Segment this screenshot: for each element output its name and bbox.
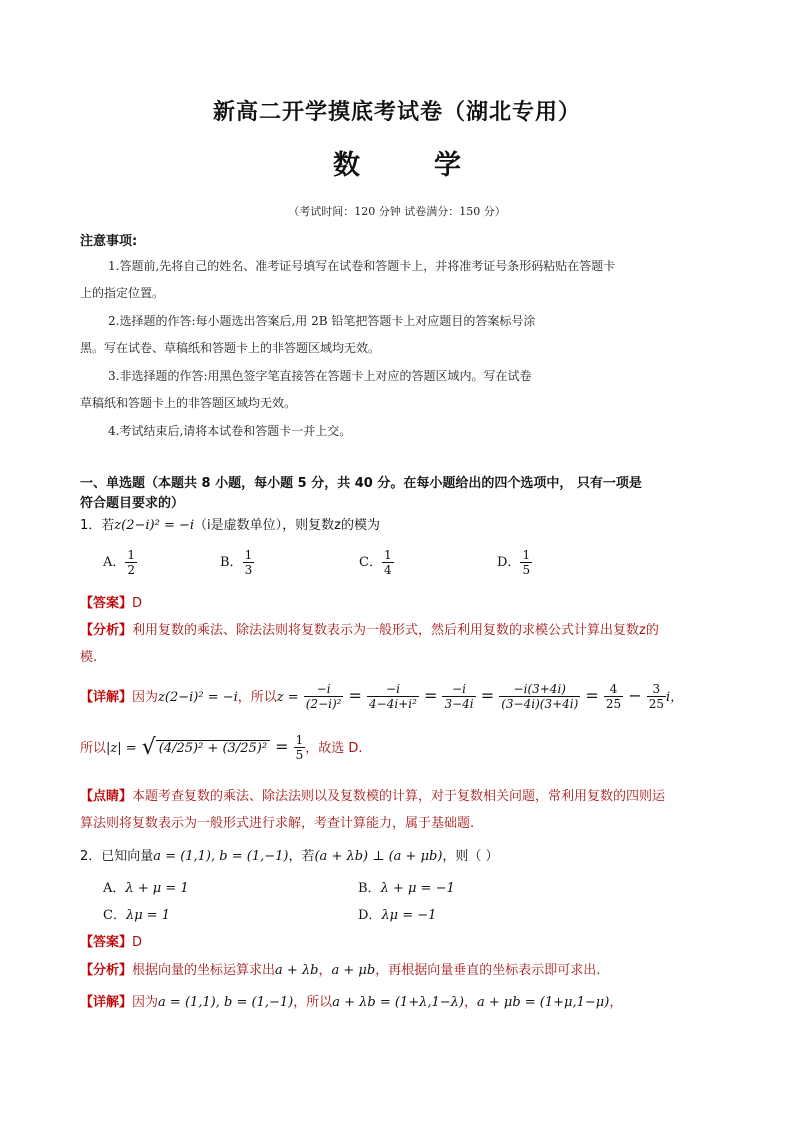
exam-title: 新高二开学摸底考试卷（湖北专用）	[212, 100, 581, 125]
q2-detail: 【详解】因为a = (1,1), b = (1,−1)，所以a + λb = (1+λ,1−λ)，a + μb = (1+μ,1−μ)，	[80, 995, 623, 1010]
q1-comment-line1: 【点睛】本题考查复数的乘法、除法法则以及复数模的计算，对于复数相关问题，常利用复数的四则运	[80, 789, 666, 804]
q2-analysis: 【分析】根据向量的坐标运算求出a + λb，a + μb，再根据向量垂直的坐标表示即可求出.	[80, 963, 601, 978]
note-2-line1: 2.选择题的作答:每小题选出答案后,用 2B 铅笔把答题卡上对应题目的答案标号涂	[108, 314, 536, 328]
q1-option-c[interactable]: C． $\frac{1}{4}$	[359, 548, 392, 577]
section-heading-line1: 一、单选题（本题共 8 小题，每小题 5 分，共 40 分。在每小题给出的四个选项中， 只有一项是	[80, 476, 642, 491]
note-2-line2: 黑。写在试卷、草稿纸和答题卡上的非答题区域均无效。	[80, 341, 381, 355]
q1-detail-line1: 【详解】因为z(2−i)² = −i，所以z = $\frac{-i}{\text{(2−i)²}}$ = $\frac{-i}{\text{4−4i+i²}}$ = $\frac{-i}{3-4i}$ = $\frac{-i(3+4i)}{(3-4i)(3+4i)}$ = $\frac{4}{25}$ − $\frac{3}{25}$ i，	[80, 682, 684, 711]
q2-answer: 【答案】D	[80, 935, 143, 950]
subject-title: 数学	[333, 150, 535, 181]
q2-option-d[interactable]: D．λμ = −1	[358, 908, 437, 923]
note-3-line2: 草稿纸和答题卡上的非答题区域均无效。	[80, 396, 297, 410]
q1-option-a[interactable]: A． $\frac{1}{2}$	[103, 548, 136, 577]
q2-option-b[interactable]: B．λ + μ = −1	[358, 881, 455, 896]
q1-comment-line2: 算法则将复数表示为一般形式进行求解，考查计算能力，属于基础题.	[80, 816, 475, 831]
q1-option-d[interactable]: D． $\frac{1}{5}$	[497, 548, 531, 577]
q1-detail-line2: 所以|z| = √ (4/25)² + (3/25)² = $\frac{1}{5}$ ，故选 D.	[80, 733, 363, 762]
q1-analysis-line1: 【分析】利用复数的乘法、除法法则将复数表示为一般形式，然后利用复数的求模公式计算出复数z的	[80, 623, 659, 638]
q1-answer: 【答案】D	[80, 596, 143, 611]
q2-option-a[interactable]: A．λ + μ = 1	[103, 881, 189, 896]
q1-equation: z(2−i)² = −i	[114, 518, 195, 533]
note-1-line1: 1.答题前,先将自己的姓名、准考证号填写在试卷和答题卡上，并将准考证号条形码粘贴在答题卡	[108, 259, 616, 273]
q1-option-b[interactable]: B． $\frac{1}{3}$	[220, 548, 253, 577]
sqrt-icon: √	[141, 735, 156, 760]
note-4: 4.考试结束后,请将本试卷和答题卡一并上交。	[108, 424, 352, 438]
question-2-stem: 2．已知向量a = (1,1), b = (1,−1)，若(a + λb) ⊥ (a + μb)，则（ ）	[80, 849, 499, 864]
q1-analysis-line2: 模.	[80, 650, 98, 665]
note-1-line2: 上的指定位置。	[80, 286, 165, 300]
q2-option-c[interactable]: C．λμ = 1	[103, 908, 171, 923]
note-3-line1: 3.非选择题的作答:用黑色签字笔直接答在答题卡上对应的答题区域内。写在试卷	[108, 369, 532, 383]
exam-info: （考试时间：120 分钟 试卷满分：150 分）	[288, 205, 506, 218]
question-1-stem: 1．若z(2−i)² = −i（i是虚数单位），则复数z的模为	[80, 518, 380, 533]
notes-title: 注意事项:	[80, 234, 138, 249]
section-heading-line2: 符合题目要求的）	[80, 496, 185, 511]
